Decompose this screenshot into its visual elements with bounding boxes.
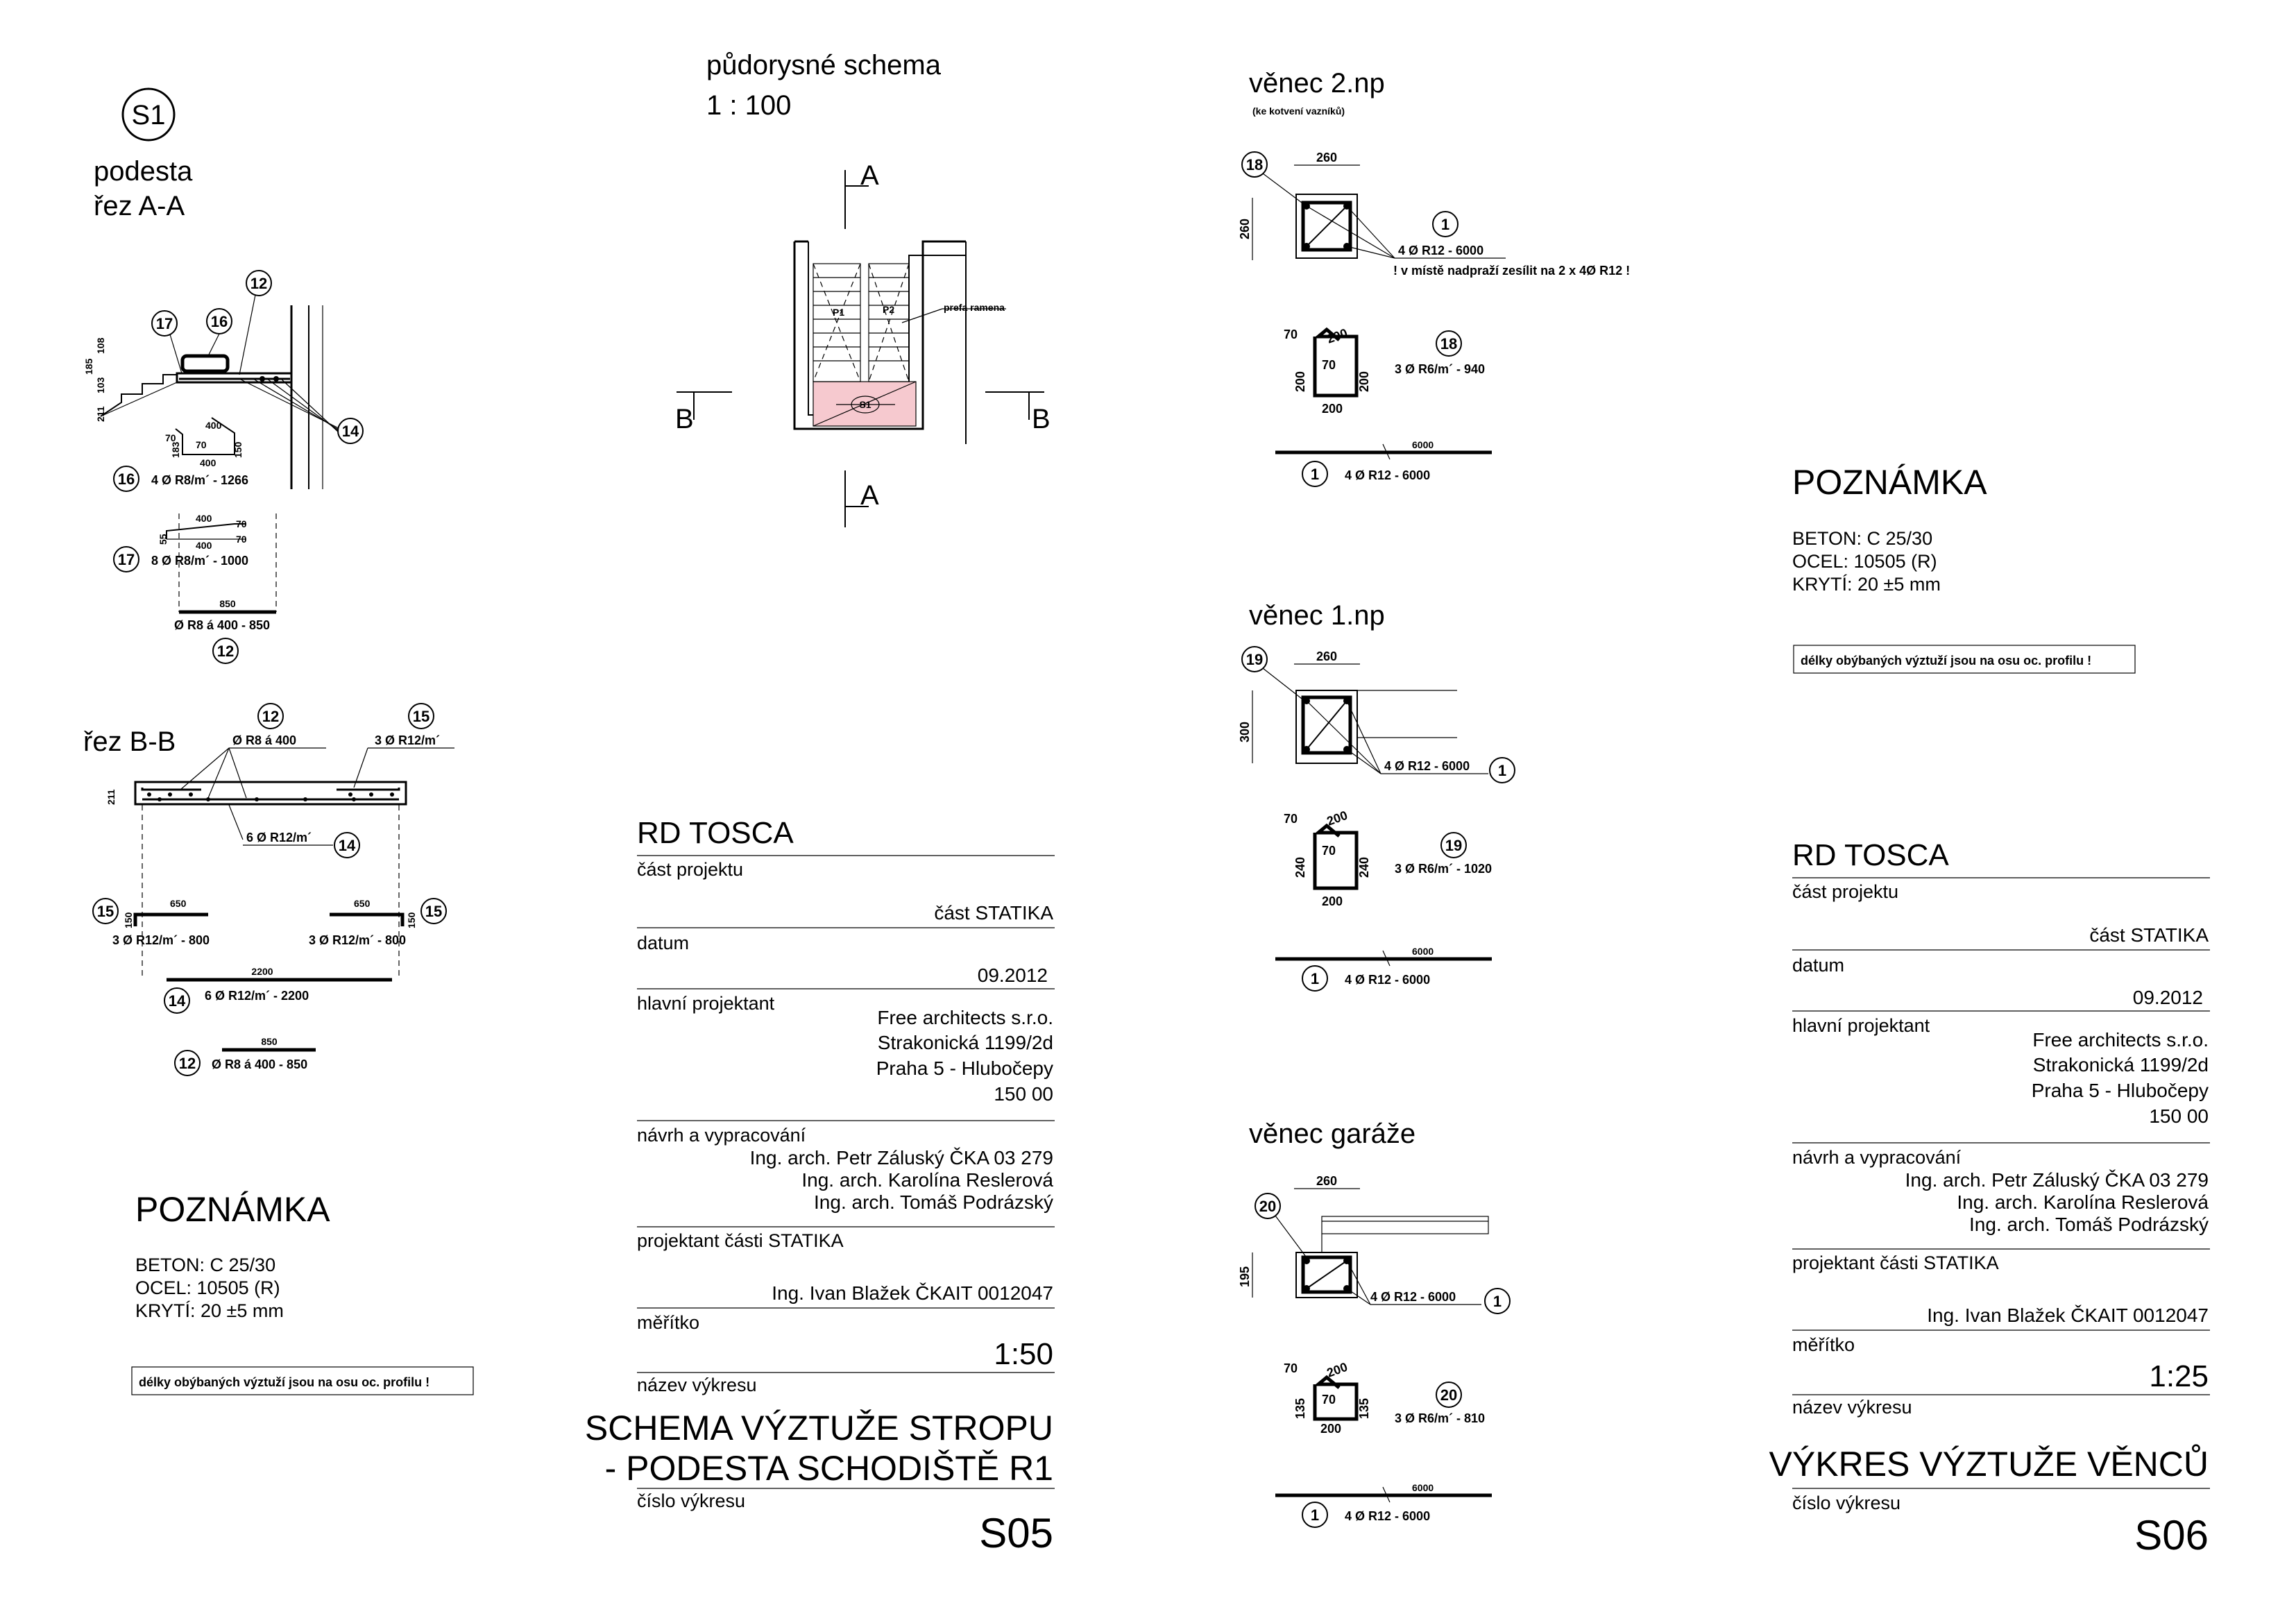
svg-text:Strakonická 1199/2d: Strakonická 1199/2d: [2032, 1054, 2209, 1076]
svg-text:260: 260: [1238, 218, 1252, 239]
tb1-name-line2: - PODESTA SCHODIŠTĚ R1: [604, 1449, 1053, 1488]
svg-text:400: 400: [200, 457, 216, 468]
svg-text:číslo výkresu: číslo výkresu: [637, 1490, 746, 1511]
svg-text:195: 195: [1238, 1266, 1252, 1287]
svg-text:150: 150: [232, 441, 244, 458]
svg-text:Strakonická 1199/2d: Strakonická 1199/2d: [877, 1032, 1053, 1053]
svg-text:Ing. arch. Karolína Reslerová: Ing. arch. Karolína Reslerová: [1957, 1191, 2209, 1213]
plan-schema: [675, 50, 1051, 527]
svg-text:1: 1: [1310, 466, 1320, 483]
svg-text:150 00: 150 00: [2149, 1105, 2209, 1127]
bar15-left-label: 3 Ø R12/m´ - 800: [112, 933, 210, 947]
svg-text:1: 1: [1440, 216, 1450, 233]
svg-text:150: 150: [123, 912, 134, 928]
note-left-ocel: OCEL: 10505 (R): [135, 1277, 280, 1298]
svg-text:17: 17: [155, 315, 173, 332]
svg-text:200: 200: [1325, 808, 1350, 829]
svg-text:200: 200: [1322, 402, 1343, 416]
svg-text:Ing. arch. Petr Záluský ČKA 03: Ing. arch. Petr Záluský ČKA 03 279: [1905, 1169, 2209, 1191]
plan-scale: 1 : 100: [706, 90, 792, 121]
svg-text:16: 16: [210, 313, 228, 330]
svg-text:projektant části STATIKA: projektant části STATIKA: [637, 1230, 844, 1251]
svg-text:projektant části STATIKA: projektant části STATIKA: [1792, 1252, 1999, 1273]
venec2-note: ! v místě nadpraží zesílit na 2 x 4Ø R12 !: [1393, 264, 1631, 278]
bar12-label: Ø R8 á 400 - 850: [212, 1057, 308, 1071]
note-right: [1792, 463, 2135, 673]
svg-text:2200: 2200: [251, 966, 273, 977]
svg-text:260: 260: [1316, 649, 1338, 663]
section-aa-title-line2: řez A-A: [94, 191, 185, 221]
svg-text:Ing. arch. Tomáš Podrázský: Ing. arch. Tomáš Podrázský: [814, 1191, 1053, 1213]
svg-text:18: 18: [1440, 335, 1458, 352]
venec1-stirrup-label: 3 Ø R6/m´ - 1020: [1395, 862, 1493, 876]
svg-text:Free architects s.r.o.: Free architects s.r.o.: [2032, 1029, 2209, 1051]
svg-text:Free architects s.r.o.: Free architects s.r.o.: [877, 1007, 1053, 1028]
svg-text:70: 70: [236, 534, 247, 545]
svg-text:211: 211: [105, 789, 117, 805]
note-left-box-text: délky obýbaných výztuží jsou na osu oc. profilu !: [139, 1375, 430, 1389]
venec2-subtitle: (ke kotvení vazníků): [1252, 105, 1345, 117]
svg-text:15: 15: [96, 903, 114, 920]
cut-a-label-top: A: [860, 160, 879, 191]
venec2-main-label: 4 Ø R12 - 6000: [1345, 468, 1431, 482]
venec2-bar1: 4 Ø R12 - 6000: [1398, 244, 1484, 257]
tb2-scale: 1:25: [2149, 1359, 2209, 1393]
stair-treads: [813, 264, 909, 382]
svg-text:18: 18: [1245, 156, 1264, 173]
svg-text:850: 850: [261, 1036, 278, 1047]
bar16-shape: [182, 356, 228, 371]
s1-label: S1: [859, 399, 871, 410]
bar15-right-shape: [330, 915, 402, 926]
note-left-beton: BETON: C 25/30: [135, 1255, 276, 1275]
svg-text:6000: 6000: [1412, 439, 1434, 450]
dim-103: 103: [95, 377, 106, 393]
venec2-title: věnec 2.np: [1249, 68, 1385, 99]
svg-text:datum: datum: [637, 933, 690, 953]
dim-108: 108: [95, 337, 106, 354]
section-bb-title: řez B-B: [83, 726, 176, 757]
svg-text:12: 12: [262, 708, 280, 725]
svg-text:200: 200: [1325, 325, 1350, 346]
p1-label: P1: [833, 307, 845, 318]
bb-top-right-label: 3 Ø R12/m´: [375, 733, 441, 747]
svg-text:200: 200: [1293, 371, 1307, 392]
venecg-adjacent-slab: [1322, 1216, 1488, 1234]
note-right-beton: BETON: C 25/30: [1792, 528, 1933, 549]
svg-text:850: 850: [219, 598, 236, 609]
svg-text:Ing. Ivan Blažek ČKAIT 0012047: Ing. Ivan Blažek ČKAIT 0012047: [772, 1282, 1053, 1304]
svg-text:400: 400: [205, 420, 222, 431]
svg-text:1: 1: [1497, 762, 1507, 779]
venecg-bar1: 4 Ø R12 - 6000: [1370, 1290, 1456, 1304]
note-left-kryti: KRYTÍ: 20 ±5 mm: [135, 1300, 284, 1321]
venec-2np: [1238, 68, 1630, 486]
svg-text:70: 70: [196, 439, 207, 450]
svg-text:14: 14: [341, 423, 359, 440]
svg-text:135: 135: [1357, 1397, 1371, 1419]
cut-b-label-left: B: [675, 404, 694, 434]
svg-text:Praha 5 - Hlubočepy: Praha 5 - Hlubočepy: [876, 1057, 1053, 1079]
bar17-label: 8 Ø R8/m´ - 1000: [151, 554, 249, 568]
bb-top-left-label: Ø R8 á 400: [232, 733, 297, 747]
bar12-label: Ø R8 á 400 - 850: [173, 618, 271, 632]
svg-text:návrh a vypracování: návrh a vypracování: [1792, 1147, 1962, 1168]
stair-profile: [101, 375, 177, 416]
bar15-left-shape: [135, 915, 208, 926]
bb-mid-label: 6 Ø R12/m´: [246, 831, 312, 844]
section-aa: [83, 89, 363, 663]
section-bb: [83, 704, 454, 1076]
svg-text:70: 70: [165, 432, 176, 443]
svg-text:název výkresu: název výkresu: [637, 1375, 757, 1395]
dim-185: 185: [83, 358, 94, 375]
tb2-name: VÝKRES VÝZTUŽE VĚNCŮ: [1769, 1445, 2209, 1484]
svg-text:70: 70: [1284, 1361, 1298, 1375]
tb2-part: část STATIKA: [2089, 924, 2209, 946]
svg-text:14: 14: [168, 992, 186, 1010]
svg-text:19: 19: [1445, 837, 1463, 854]
svg-text:datum: datum: [1792, 955, 1845, 976]
tb1-scale: 1:50: [994, 1337, 1053, 1371]
svg-text:Ing. arch. Petr Záluský ČKA 03: Ing. arch. Petr Záluský ČKA 03 279: [749, 1147, 1053, 1169]
tb2-date: 09.2012: [2132, 987, 2203, 1008]
svg-text:150 00: 150 00: [994, 1083, 1053, 1105]
section-mark-label: S1: [131, 100, 166, 130]
venec1-title: věnec 1.np: [1249, 600, 1385, 631]
prefa-label: prefa ramena: [944, 302, 1005, 313]
svg-text:1: 1: [1310, 970, 1320, 987]
tb1-part: část STATIKA: [934, 902, 1053, 924]
svg-text:číslo výkresu: číslo výkresu: [1792, 1493, 1901, 1513]
svg-text:400: 400: [196, 513, 212, 524]
svg-text:70: 70: [236, 518, 247, 529]
svg-text:150: 150: [406, 912, 417, 928]
tb1-project: RD TOSCA: [637, 816, 794, 850]
svg-text:70: 70: [1322, 1393, 1336, 1407]
venecg-stirrup-label: 3 Ø R6/m´ - 810: [1395, 1411, 1486, 1425]
venec2-stirrup-label: 3 Ø R6/m´ - 940: [1395, 362, 1486, 376]
svg-text:měřítko: měřítko: [1792, 1334, 1855, 1355]
bar15-right-label: 3 Ø R12/m´ - 800: [309, 933, 407, 947]
svg-text:1: 1: [1493, 1293, 1502, 1310]
note-left: [132, 1190, 473, 1395]
section-aa-title-line1: podesta: [94, 156, 193, 187]
svg-text:Praha 5 - Hlubočepy: Praha 5 - Hlubočepy: [2031, 1080, 2209, 1101]
cut-b-label-right: B: [1032, 404, 1051, 434]
note-right-title: POZNÁMKA: [1792, 463, 1987, 502]
bar14-label: 6 Ø R12/m´ - 2200: [205, 989, 309, 1003]
title-block-s05: [585, 816, 1055, 1556]
venecg-title: věnec garáže: [1249, 1119, 1416, 1149]
svg-text:200: 200: [1357, 371, 1371, 392]
svg-text:6000: 6000: [1412, 946, 1434, 957]
bar17-shape: [167, 524, 246, 539]
svg-text:200: 200: [1322, 894, 1343, 908]
svg-text:12: 12: [178, 1055, 196, 1072]
svg-text:6000: 6000: [1412, 1482, 1434, 1493]
svg-text:200: 200: [1325, 1359, 1350, 1380]
bb-slab: [135, 782, 406, 804]
svg-text:část projektu: část projektu: [637, 859, 744, 880]
note-right-ocel: OCEL: 10505 (R): [1792, 551, 1937, 572]
svg-text:300: 300: [1238, 721, 1252, 742]
svg-text:Ing. Ivan Blažek ČKAIT 0012047: Ing. Ivan Blažek ČKAIT 0012047: [1927, 1305, 2209, 1326]
svg-text:650: 650: [354, 898, 371, 909]
svg-text:400: 400: [196, 540, 212, 551]
svg-text:20: 20: [1259, 1198, 1277, 1215]
svg-text:20: 20: [1440, 1386, 1458, 1404]
bar16-label: 4 Ø R8/m´ - 1266: [151, 473, 249, 487]
venec1-main-label: 4 Ø R12 - 6000: [1345, 973, 1431, 987]
svg-text:15: 15: [425, 903, 443, 920]
svg-text:70: 70: [1322, 844, 1336, 858]
svg-text:16: 16: [117, 470, 135, 488]
svg-text:260: 260: [1316, 1174, 1338, 1188]
svg-text:650: 650: [170, 898, 187, 909]
venec-garaze: [1238, 1119, 1510, 1527]
svg-text:70: 70: [1284, 812, 1298, 826]
svg-text:hlavní projektant: hlavní projektant: [637, 993, 775, 1014]
tb1-name-line1: SCHEMA VÝZTUŽE STROPU: [584, 1409, 1053, 1447]
svg-text:200: 200: [1320, 1422, 1342, 1436]
svg-text:19: 19: [1245, 651, 1264, 668]
svg-text:Ing. arch. Karolína Reslerová: Ing. arch. Karolína Reslerová: [801, 1169, 1053, 1191]
svg-text:183: 183: [170, 441, 181, 458]
title-block-s06: [1769, 838, 2210, 1558]
svg-text:návrh a vypracování: návrh a vypracování: [637, 1125, 806, 1146]
svg-text:240: 240: [1293, 856, 1307, 878]
note-left-title: POZNÁMKA: [135, 1190, 330, 1229]
note-right-box-text: délky obýbaných výztuží jsou na osu oc. profilu !: [1801, 654, 2092, 668]
svg-text:1: 1: [1310, 1506, 1320, 1524]
tb1-number: S05: [979, 1510, 1053, 1556]
svg-text:17: 17: [117, 551, 135, 568]
svg-text:část projektu: část projektu: [1792, 881, 1899, 902]
svg-text:12: 12: [250, 275, 268, 292]
svg-text:260: 260: [1316, 151, 1338, 164]
svg-text:Ing. arch. Tomáš Podrázský: Ing. arch. Tomáš Podrázský: [1969, 1214, 2209, 1235]
note-right-kryti: KRYTÍ: 20 ±5 mm: [1792, 574, 1941, 595]
venec1-bar1: 4 Ø R12 - 6000: [1384, 759, 1470, 773]
tb1-date: 09.2012: [977, 965, 1048, 986]
plan-title: půdorysné schema: [706, 50, 941, 80]
svg-text:měřítko: měřítko: [637, 1312, 700, 1333]
svg-text:55: 55: [158, 534, 169, 545]
svg-text:15: 15: [412, 708, 430, 725]
svg-text:240: 240: [1357, 856, 1371, 878]
venec-1np: [1238, 600, 1515, 991]
tb2-number: S06: [2134, 1512, 2209, 1558]
tb2-project: RD TOSCA: [1792, 838, 1949, 872]
svg-text:název výkresu: název výkresu: [1792, 1397, 1912, 1418]
svg-text:70: 70: [1284, 328, 1298, 341]
svg-text:12: 12: [216, 643, 235, 660]
venecg-main-label: 4 Ø R12 - 6000: [1345, 1509, 1431, 1523]
dim-211: 211: [95, 406, 106, 422]
p2-label: P2: [883, 304, 895, 315]
svg-text:70: 70: [1322, 358, 1336, 372]
cut-a-label-bottom: A: [860, 480, 879, 511]
svg-text:hlavní projektant: hlavní projektant: [1792, 1015, 1930, 1036]
svg-text:14: 14: [338, 837, 356, 854]
svg-text:135: 135: [1293, 1397, 1307, 1419]
